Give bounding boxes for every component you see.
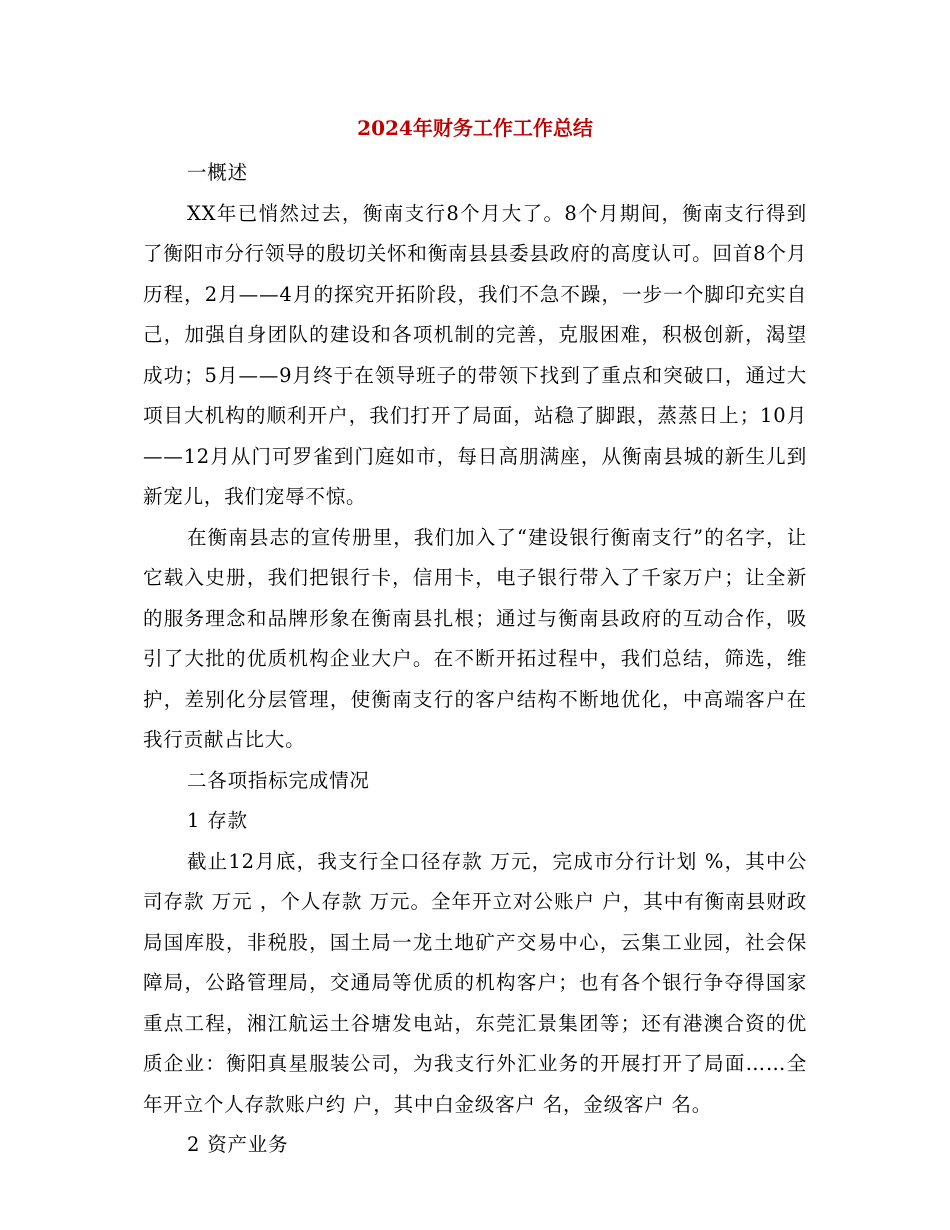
paragraph-deposits: 截止12月底，我支行全口径存款 万元，完成市分行计划 %，其中公司存款 万元 ，个人存款 万元。全年开立对公账户 户，其中有衡南县财政局国库股，非税股，国土局一龙土地矿产交易中心，云集工业园，社会保障局，公路管理局，交通局等优质的机构客户；也有各个银行争夺得国家重点工程，湘江航运土谷塘发电站，东莞汇景集团等；还有港澳合资的优质企业：衡阳真星服装公司，为我支行外汇业务的开展打开了局面……全年开立个人存款账户约 户，其中白金级客户 名，金级客户 名。 (143, 849, 807, 1116)
document-title: 2024年财务工作工作总结 (357, 116, 593, 140)
section-heading-indicators: 二各项指标完成情况 (187, 768, 370, 792)
paragraph-achievements: 在衡南县志的宣传册里，我们加入了“建设银行衡南支行”的名字，让它载入史册，我们把银行卡，信用卡，电子银行带入了千家万户；让全新的服务理念和品牌形象在衡南县扎根；通过与衡南县政府的互动合作，吸引了大批的优质机构企业大户。在不断开拓过程中，我们总结，筛选，维护，差别化分层管理，使衡南支行的客户结构不断地优化，中高端客户在我行贡献占比大。 (143, 525, 807, 751)
section-heading-overview: 一概述 (187, 161, 248, 184)
subsection-heading-assets: 2 资产业务 (187, 1133, 289, 1156)
subsection-heading-deposits: 1 存款 (187, 809, 248, 832)
paragraph-review: XX年已悄然过去，衡南支行8个月大了。8个月期间，衡南支行得到了衡阳市分行领导的殷切关怀和衡南县县委县政府的高度认可。回首8个月历程，2月——4月的探究开拓阶段，我们不急不躁，一步一个脚印充实自己，加强自身团队的建设和各项机制的完善，克服困难，积极创新，渴望成功；5月——9月终于在领导班子的带领下找到了重点和突破口，通过大项目大机构的顺利开户，我们打开了局面，站稳了脚跟，蒸蒸日上；10月——12月从门可罗雀到门庭如市，每日高朋满座，从衡南县城的新生儿到新宠儿，我们宠辱不惊。 (143, 201, 807, 508)
document-body (143, 153, 807, 1166)
